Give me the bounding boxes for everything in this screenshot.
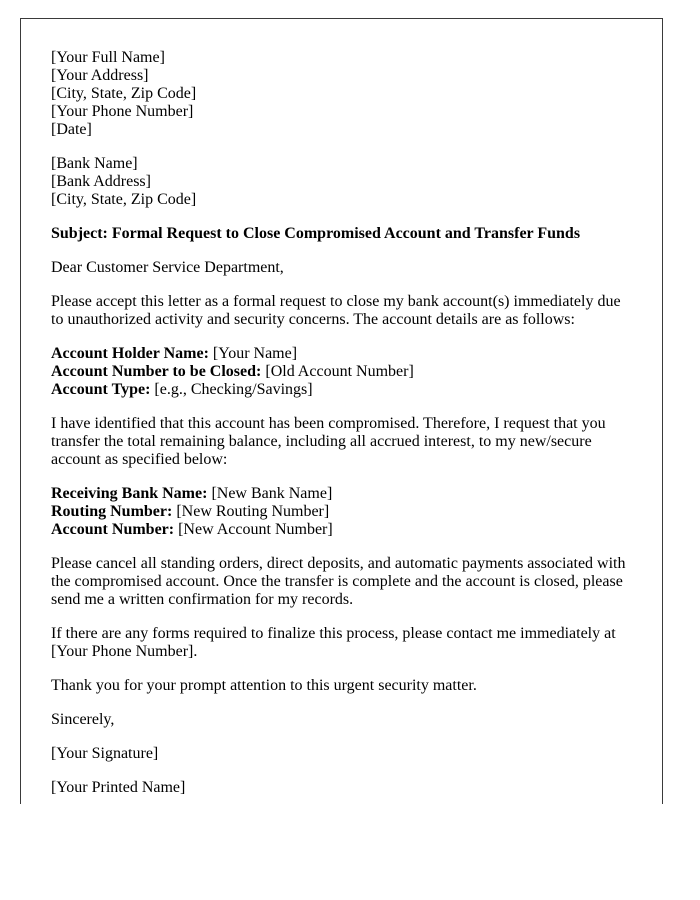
detail-label: Receiving Bank Name: xyxy=(51,485,208,502)
bank-address: [Bank Address] xyxy=(51,173,151,190)
closing: Sincerely, xyxy=(51,711,115,728)
detail-label: Account Number: xyxy=(51,521,175,538)
recipient-address-block xyxy=(51,155,632,209)
paragraph-cancel-request: Please cancel all standing orders, direct deposits, and automatic payments associated with the compromised account. Once the transfer is complete and the account is closed, please send me a written confirmation for my records. xyxy=(51,555,626,608)
detail-value: [Old Account Number] xyxy=(265,363,414,380)
bank-city-state-zip: [City, State, Zip Code] xyxy=(51,191,197,208)
account-holder-name-line xyxy=(51,345,632,363)
bank-name: [Bank Name] xyxy=(51,155,138,172)
detail-label: Account Type: xyxy=(51,381,151,398)
detail-label: Account Number to be Closed: xyxy=(51,363,262,380)
account-type-line xyxy=(51,381,632,399)
subject-line: Subject: Formal Request to Close Compromised Account and Transfer Funds xyxy=(51,225,581,242)
paragraph-intro: Please accept this letter as a formal request to close my bank account(s) immediately due to unauthorized activity and security concerns. The account details are as follows: xyxy=(51,293,621,328)
account-details-block xyxy=(51,345,632,399)
transfer-details-block xyxy=(51,485,632,539)
printed-name-placeholder: [Your Printed Name] xyxy=(51,779,186,796)
new-account-number-line xyxy=(51,521,632,539)
detail-value: [New Bank Name] xyxy=(211,485,333,502)
detail-label: Routing Number: xyxy=(51,503,173,520)
routing-number-line xyxy=(51,503,632,521)
detail-value: [Your Name] xyxy=(212,345,298,362)
detail-value: [e.g., Checking/Savings] xyxy=(154,381,313,398)
signature-placeholder: [Your Signature] xyxy=(51,745,159,762)
salutation: Dear Customer Service Department, xyxy=(51,259,284,276)
account-number-closed-line xyxy=(51,363,632,381)
paragraph-thanks: Thank you for your prompt attention to this urgent security matter. xyxy=(51,677,477,694)
detail-label: Account Holder Name: xyxy=(51,345,209,362)
sender-full-name: [Your Full Name] xyxy=(51,49,165,66)
letter-date: [Date] xyxy=(51,121,92,138)
sender-city-state-zip: [City, State, Zip Code] xyxy=(51,85,197,102)
receiving-bank-name-line xyxy=(51,485,632,503)
detail-value: [New Routing Number] xyxy=(176,503,330,520)
sender-address: [Your Address] xyxy=(51,67,149,84)
paragraph-transfer-request: I have identified that this account has been compromised. Therefore, I request that you transfer the total remaining balance, including all accrued interest, to my new/secure account as specified below: xyxy=(51,415,606,468)
letter-document xyxy=(20,18,663,804)
detail-value: [New Account Number] xyxy=(178,521,333,538)
sender-phone: [Your Phone Number] xyxy=(51,103,194,120)
paragraph-forms-request: If there are any forms required to finalize this process, please contact me immediately at [Your Phone Number]. xyxy=(51,625,616,660)
sender-address-block xyxy=(51,49,632,139)
